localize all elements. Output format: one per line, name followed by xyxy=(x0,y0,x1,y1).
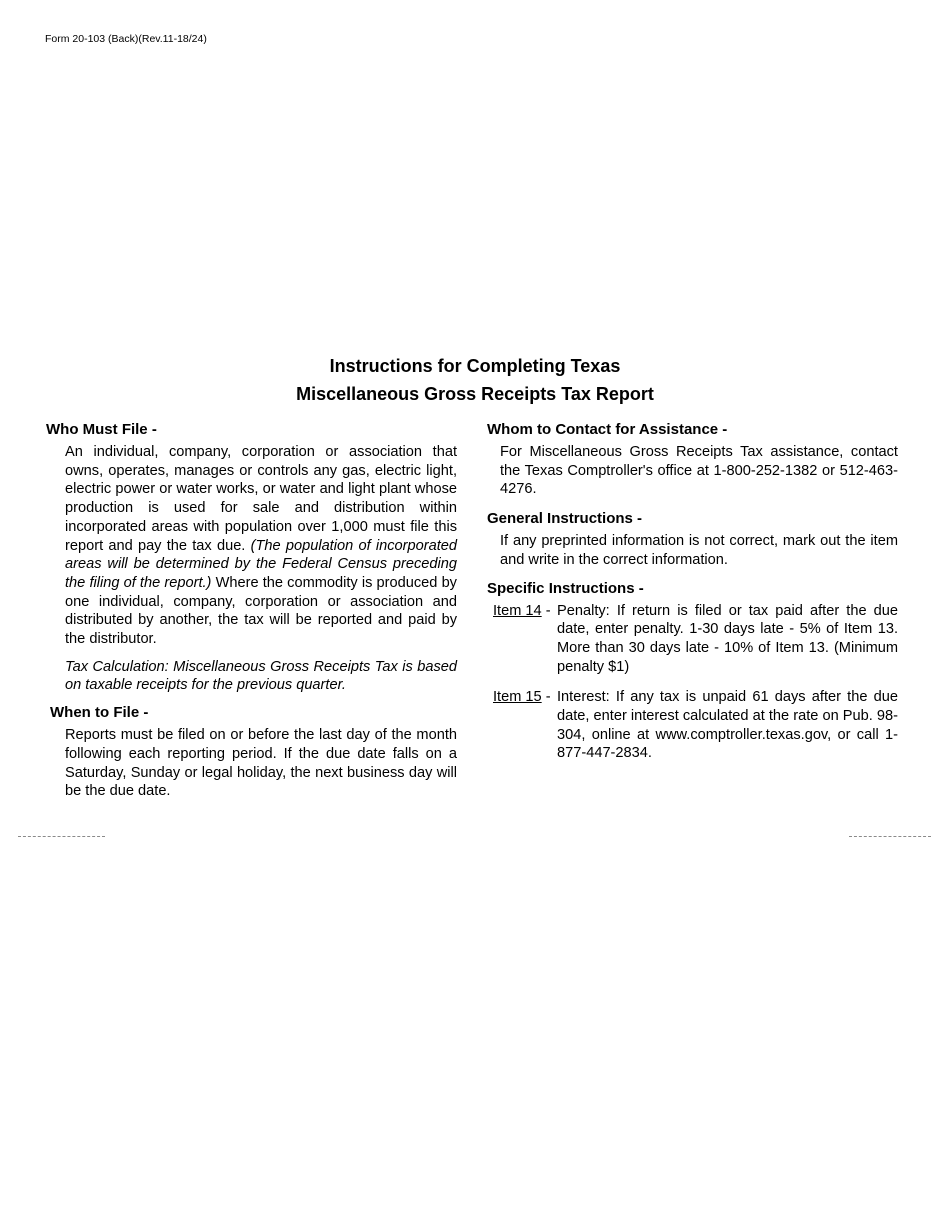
left-cut-mark xyxy=(18,836,105,837)
item-15-label: Item 15 xyxy=(493,689,542,706)
who-must-file-text-2: Where the commodity is produced by one individual, company, corporation or association and distributed by another, the tax will be reported and paid by the distributor. xyxy=(65,574,457,648)
heading-whom-to-contact: Whom to Contact for Assistance - xyxy=(487,421,728,438)
item-14-label: Item 14 xyxy=(493,602,542,619)
who-must-file-italic-note: (The population of incorporated areas will be determined by the Federal Census preceding the filing of the report.) xyxy=(65,537,457,591)
page-title-line-2: Miscellaneous Gross Receipts Tax Report xyxy=(296,384,654,404)
specific-instruction-item-15 xyxy=(493,688,898,763)
item-14-separator: - xyxy=(545,602,551,619)
general-instructions-paragraph: If any preprinted information is not correct, mark out the item and write in the correct information. xyxy=(500,533,898,568)
contact-paragraph: For Miscellaneous Gross Receipts Tax assistance, contact the Texas Comptroller's office at 1-800-252-1382 or 512-463-4276. xyxy=(500,444,898,498)
right-cut-mark xyxy=(849,836,931,837)
item-14-text: Penalty: If return is filed or tax paid after the due date, enter penalty. 1-30 days late - 5% of Item 13. More than 30 days late - 10% of Item 13. (Minimum penalty $1) xyxy=(557,602,898,675)
heading-specific-instructions: Specific Instructions - xyxy=(487,579,644,597)
heading-when-to-file: When to File - xyxy=(50,704,149,722)
item-14-label-group xyxy=(493,602,551,621)
item-15-label-group xyxy=(493,688,551,707)
heading-general-instructions: General Instructions - xyxy=(487,510,643,528)
when-to-file-paragraph: Reports must be filed on or before the last day of the month following each reporting period. If the due date falls on a Saturday, Sunday or legal holiday, the next business day will be the due date. xyxy=(65,727,457,800)
right-column xyxy=(487,420,898,775)
left-column xyxy=(46,420,457,810)
item-15-separator: - xyxy=(545,689,551,706)
specific-instruction-item-14 xyxy=(493,602,898,677)
page-title xyxy=(0,352,950,408)
who-must-file-paragraph xyxy=(65,443,457,649)
heading-who-must-file: Who Must File - xyxy=(46,421,157,438)
tax-calculation-paragraph: Tax Calculation: Miscellaneous Gross Receipts Tax is based on taxable receipts for the previous quarter. xyxy=(65,658,457,694)
item-15-text: Interest: If any tax is unpaid 61 days after the due date, enter interest calculated at the rate on Pub. 98-304, online at www.comptroller.texas.gov, or call 1-877-447-2834. xyxy=(557,689,898,762)
form-number: Form 20-103 (Back)(Rev.11-18/24) xyxy=(45,33,207,45)
page-title-line-1: Instructions for Completing Texas xyxy=(329,356,621,376)
who-must-file-text-1: An individual, company, corporation or association that owns, operates, manages or controls any gas, electric light, electric power or water works, or water and light plant whose production is used for sale and distribution within incorporated areas with population over 1,000 must file this report and pay the tax due. xyxy=(65,444,457,554)
